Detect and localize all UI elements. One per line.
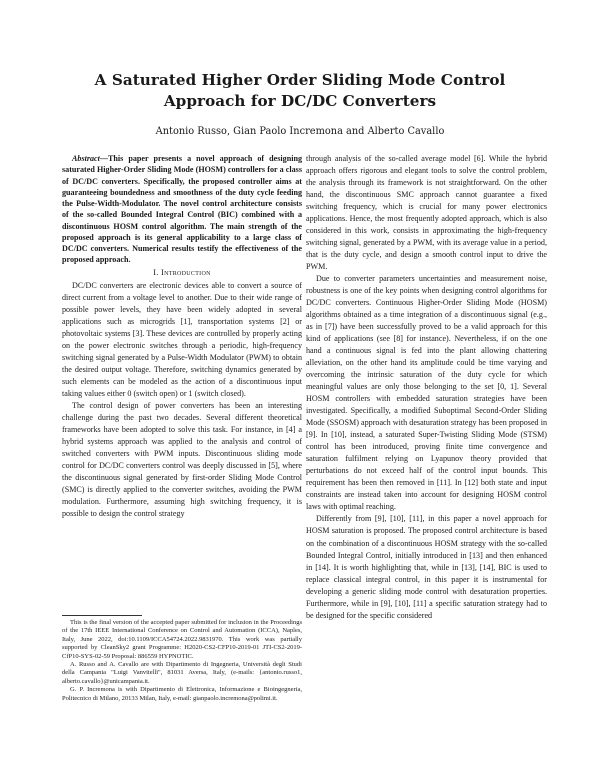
body-paragraph: The control design of power converters has been an interesting challenge during the past two decades. Several different theoretical frameworks have been adopted to solve this task. For instance, in [4] a hybrid systems approach was applied to the analysis and control of switched converters with PWM inputs. Discontinuous sliding mode control for DC/DC converters control was deeply discussed in [5], where the discontinuous signal generated by first-order Sliding Mode Control (SMC) is directly applied to the converter switches, avoiding the PWM modulation. Furthermore, assuming high switching frequency, it is possible to design the control strategy: [62, 400, 302, 518]
abstract-dash: —: [99, 154, 108, 163]
right-column: [306, 153, 547, 622]
body-paragraph: DC/DC converters are electronic devices able to convert a source of direct current from a voltage level to another. Due to their wide range of possible power levels, they have been widely adopted in several applications such as microgrids [1], transportation systems [2] or photovoltaic systems [3]. These devices are controlled by properly acting on the power electronic switches through a periodic, high-frequency switching signal generated by a Pulse-Width Modulator (PWM) to obtain the desired output voltage. Therefore, switching dynamics generated by such elements can be modeled as the action of a discontinuous input taking values either 0 (switch open) or 1 (switch closed).: [62, 280, 302, 398]
body-paragraph: Differently from [9], [10], [11], in this paper a novel approach for HOSM saturation is proposed. The proposed control architecture is based on the combination of a discontinuous HOSM strategy with the so-called Bounded Integral Control, initially introduced in [13] and then enhanced in [14]. It is worth highlighting that, while in [13], [14], BIC is used to replace classical integral control, in this paper it is instrumental for developing a generic sliding mode control with desaturation properties. Furthermore, while in [9], [10], [11] a specific saturation strategy had to be designed for the specific considered: [306, 514, 547, 620]
paper-title: [60, 70, 540, 112]
abstract: [62, 153, 302, 266]
abstract-label: Abstract: [72, 154, 100, 163]
author-list: Antonio Russo, Gian Paolo Incremona and Alberto Cavallo: [155, 126, 445, 137]
left-column: [62, 153, 302, 520]
footnote-rule: [62, 615, 142, 616]
body-paragraph: Due to converter parameters uncertainties and measurement noise, robustness is one of the key points when designing control algorithms for DC/DC converters. Continuous Higher-Order Sliding Mode (HOSM) algorithms obtained as a time integration of a discontinuous signal (e.g., as in [7]) have been successfully proved to be a valid approach for this kind of applications (see [8] for instance). Nevertheless, if on the one hand a continuous signal is fed into the plant allowing chattering alleviation, on the other hand its amplitude could be time varying and overcoming the intrinsic saturation of the duty cycle for which meaningful values are only those belonging to the set [0, 1]. Several HOSM controllers with embedded saturation strategies have been investigated. Specifically, a modified Suboptimal Second-Order Sliding Mode (SSOSM) approach with desaturation strategy has been proposed in [9]. In [10], instead, a saturated Super-Twisting Sliding Mode (STSM) control has been introduced, proving finite time convergence and saturation fulfilment relying on Lyapunov theory provided that perturbations do not exceed half of the control input bounds. This requirement has been then removed in [11]. In [12] both state and input constraints are instead taken into account for designing HOSM control laws with optimal reaching.: [306, 274, 547, 512]
section-heading-introduction: I. Introduction: [153, 267, 211, 277]
footnote: This is the final version of the accepted paper submitted for inclusion in the Proceedings of the 17th IEEE International Conference on Control and Automation (ICCA), Naples, Italy, June 2022, doi:10.1109/ICCA54724.2022.9831970. This work was partially supported by CleanSky2 grant Programme: H2020-CS2-CFP10-2019-01 JTI-CS2-2019-CfP10-SYS-02-59 Proposal: 886559 HYPNOTIC.: [62, 619, 302, 660]
footnote: G. P. Incremona is with Dipartimento di Elettronica, Informazione e Bioingegneria, Politecnico di Milano, 20133 Milan, Italy, e-mail: gianpaolo.incremona@polimi.it.: [62, 686, 302, 702]
footnote: A. Russo and A. Cavallo are with Dipartimento di Ingegneria, Università degli Studi della Campania "Luigi Vanvitelli", 81031 Aversa, Italy, (e-mails: {antonio.russo1, alberto.cavallo}@unicampania.it.: [62, 661, 302, 685]
title-line-1: A Saturated Higher Order Sliding Mode Control: [94, 71, 506, 89]
body-paragraph: through analysis of the so-called average model [6]. While the hybrid approach offers rigorous and elegant tools to solve the control problem, the analysis through its framework is not straightforward. On the other hand, the discontinuous SMC approach cannot guarantee a fixed switching frequency, which is crucial for many power electronics applications. Hence, the most frequently adopted approach, which is also considered in this work, consists in approximating the high-frequency switching signal, generated by a PWM, with its average value in a period, that is the duty cycle, and design a smooth control input to drive the PWM.: [306, 154, 547, 272]
title-line-2: Approach for DC/DC Converters: [163, 92, 437, 110]
footnotes: [62, 615, 302, 703]
abstract-text: This paper presents a novel approach of designing saturated Higher-Order Sliding Mode (HOSM) controllers for a class of DC/DC converters. Specifically, the proposed controller aims at guaranteeing boundedness and smoothness of the duty cycle feeding the Pulse-Width-Modulator. The novel control architecture consists of the so-called Bounded Integral Control (BIC) combined with a discontinuous HOSM control algorithm. The main strength of the proposed approach is its general applicability to a large class of DC/DC converters. Numerical results testify the effectiveness of the proposed approach.: [62, 154, 302, 265]
